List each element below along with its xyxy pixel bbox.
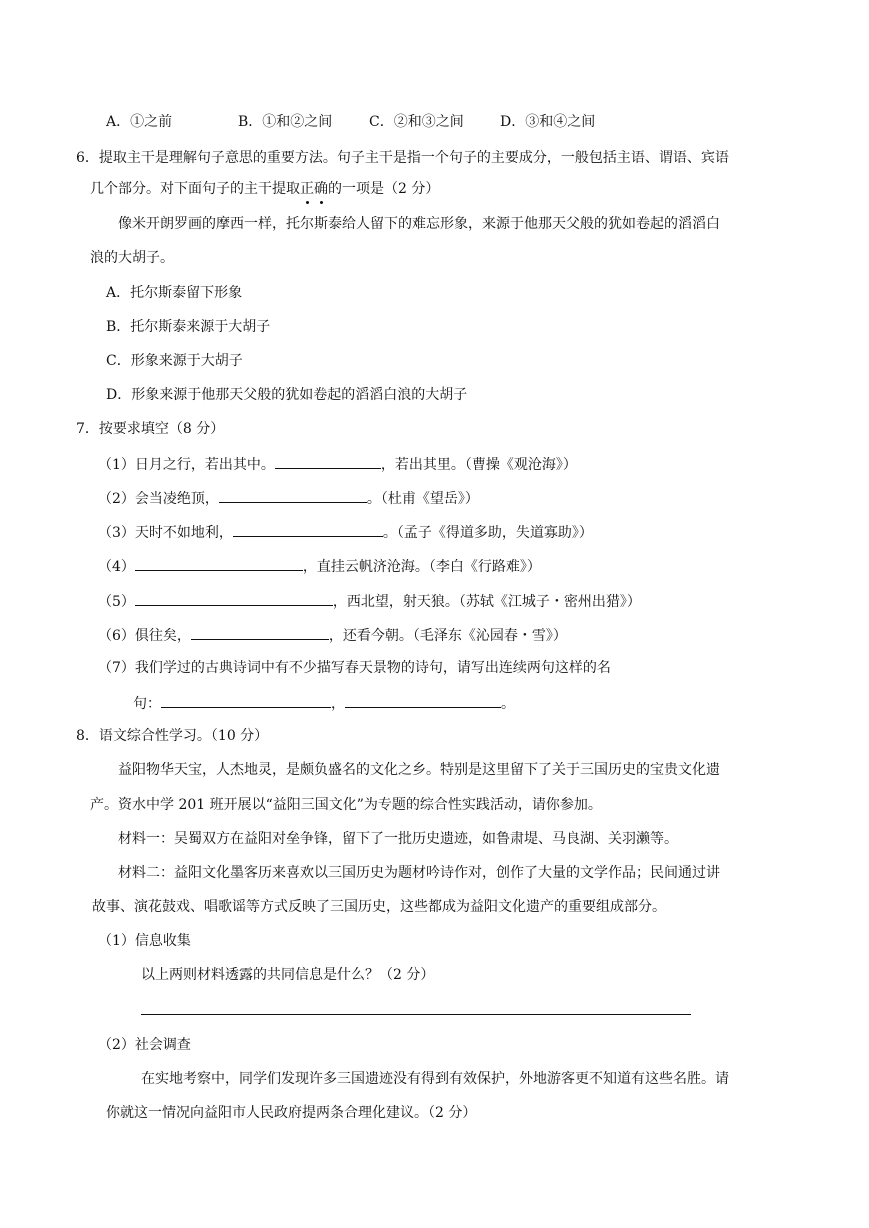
q7-item-3-blank[interactable]: [233, 521, 383, 537]
q7-item-6-blank[interactable]: [191, 624, 329, 640]
q5-option-d: D．③和④之间: [500, 114, 596, 130]
q7-title: 7．按要求填空（8 分）: [76, 421, 225, 437]
q7-item-6-prefix: （6）俱往矣，: [98, 628, 191, 644]
q8-title: 8．语文综合性学习。（10 分）: [76, 728, 269, 744]
q5-option-c: C．②和③之间: [369, 114, 464, 130]
q7-item-7-blank-1[interactable]: [161, 692, 331, 708]
q7-item-5-suffix: ，西北望，射天狼。（苏轼《江城子・密州出猎》）: [332, 594, 641, 610]
q7-item-1-blank[interactable]: [275, 453, 381, 469]
q6-option-a: A．托尔斯泰留下形象: [106, 285, 243, 301]
q8-part-1-answer-line[interactable]: [141, 1014, 691, 1015]
q7-item-1-suffix: ，若出其里。（曹操《观沧海》）: [380, 457, 577, 473]
q8-part-2-line2: 你就这一情况向益阳市人民政府提两条合理化建议。（2 分）: [106, 1105, 477, 1121]
q7-item-4-suffix: ，直挂云帆济沧海。（李白《行路难》）: [302, 559, 541, 575]
q6-stem-text-a: 几个部分。对下面句子的主干提取: [90, 181, 300, 197]
q6-option-d: D．形象来源于他那天父般的犹如卷起的滔滔白浪的大胡子: [106, 387, 468, 403]
q8-part-1-question: 以上两则材料透露的共同信息是什么？（2 分）: [141, 967, 435, 983]
q8-intro-line2: 产。资水中学 201 班开展以“益阳三国文化”为专题的综合性实践活动，请你参加。: [90, 797, 602, 813]
q7-item-5-blank[interactable]: [135, 590, 333, 606]
q7-item-3-prefix: （3）天时不如地利，: [98, 525, 233, 541]
q7-item-2: [98, 487, 479, 509]
q7-item-3-suffix: 。（孟子《得道多助，失道寡助》）: [382, 525, 593, 541]
q7-item-2-suffix: 。（杜甫《望岳》）: [366, 491, 479, 507]
q6-stem-text-b: 的一项是（2 分）: [328, 181, 440, 197]
q6-sentence-line1: 像米开朗罗画的摩西一样，托尔斯泰给人留下的难忘形象，来源于他那天父般的犹如卷起的滔滔白: [118, 216, 720, 232]
q7-item-7-line2: [133, 692, 515, 714]
q7-item-4-blank[interactable]: [135, 555, 303, 571]
q6-option-b: B．托尔斯泰来源于大胡子: [106, 319, 271, 335]
q7-item-7-line1: （7）我们学过的古典诗词中有不少描写春天景物的诗句，请写出连续两句这样的名: [98, 660, 611, 676]
q5-option-b: B．①和②之间: [238, 114, 333, 130]
q5-option-a: A．①之前: [106, 114, 173, 130]
q7-item-1: [98, 453, 577, 475]
q8-material-1: 材料一：吴蜀双方在益阳对垒争锋，留下了一批历史遗迹，如鲁肃堤、马良湖、关羽濑等。: [118, 831, 678, 847]
q7-item-4: [98, 555, 541, 577]
q6-option-c: C．形象来源于大胡子: [106, 353, 243, 369]
q7-item-5-prefix: （5）: [98, 594, 135, 610]
q7-item-6: [98, 624, 567, 646]
q7-item-7-blank-2[interactable]: [345, 692, 501, 708]
q8-part-2-title: （2）社会调查: [98, 1037, 191, 1053]
q8-material-2-line2: 故事、演花鼓戏、唱歌谣等方式反映了三国历史，这些都成为益阳文化遗产的重要组成部分。: [92, 899, 666, 915]
q7-item-1-prefix: （1）日月之行，若出其中。: [98, 457, 275, 473]
q8-part-1-title: （1）信息收集: [98, 933, 191, 949]
q7-item-7-prefix: 句：: [133, 696, 161, 712]
q6-sentence-line2: 浪的大胡子。: [90, 250, 174, 266]
q8-part-2-line1: 在实地考察中，同学们发现许多三国遗迹没有得到有效保护，外地游客更不知道有这些名胜。请: [141, 1071, 729, 1087]
q7-item-2-blank[interactable]: [219, 487, 367, 503]
emphasis-char: 确: [314, 181, 328, 197]
q8-intro-line1: 益阳物华天宝，人杰地灵，是颇负盛名的文化之乡。特别是这里留下了关于三国历史的宝贵文化遗: [118, 762, 720, 778]
q7-item-2-prefix: （2）会当凌绝顶，: [98, 491, 219, 507]
q7-item-3: [98, 521, 593, 543]
q8-material-2-line1: 材料二：益阳文化墨客历来喜欢以三国历史为题材吟诗作对，创作了大量的文学作品；民间通过讲: [118, 865, 720, 881]
q7-item-5: [98, 590, 641, 612]
emphasis-char: 正: [300, 181, 314, 197]
q7-item-7-comma: ，: [331, 696, 345, 712]
q7-item-4-prefix: （4）: [98, 559, 135, 575]
q7-item-7-end: 。: [501, 696, 515, 712]
q6-stem-line2: [90, 179, 439, 199]
q6-stem-line1: 6．提取主干是理解句子意思的重要方法。句子主干是指一个句子的主要成分，一般包括主语、谓语、宾语: [76, 150, 729, 166]
q7-item-6-suffix: ，还看今朝。（毛泽东《沁园春・雪》）: [328, 628, 567, 644]
